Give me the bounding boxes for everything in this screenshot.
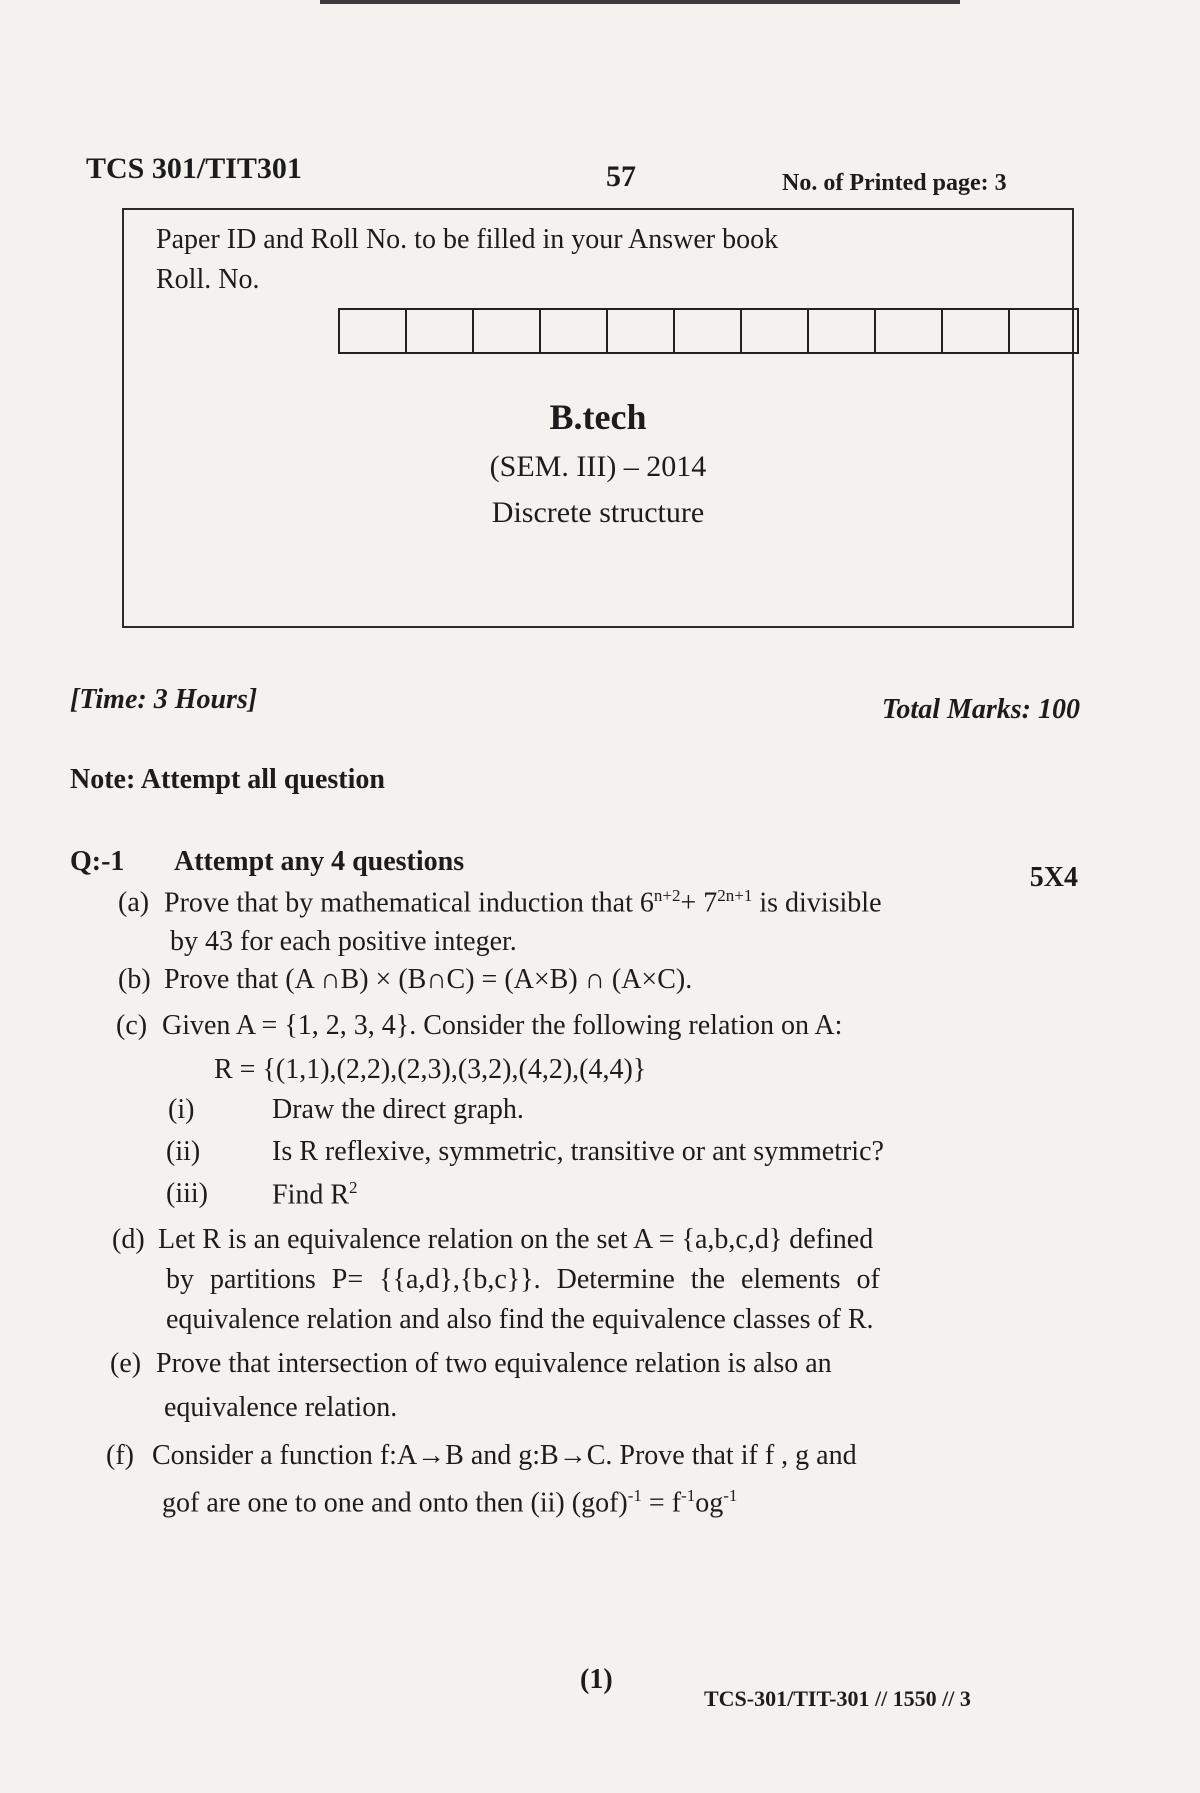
question-a-line2: by 43 for each positive integer.: [170, 926, 517, 957]
question-a: [118, 886, 882, 919]
item-label: (c): [116, 1010, 148, 1041]
exponent: n+2: [653, 886, 681, 905]
exponent: 2n+1: [717, 886, 753, 905]
question-b-text: Prove that (A ∩B) × (B∩C) = (A×B) ∩ (A×C).: [164, 964, 693, 995]
roll-number-cell[interactable]: [407, 310, 474, 352]
question-a-text: is divisible: [752, 887, 882, 919]
subject: Discrete structure: [491, 496, 705, 529]
roll-number-cell[interactable]: [943, 310, 1010, 352]
exponent: 2: [349, 1178, 358, 1197]
question-a-text: + 7: [680, 887, 718, 919]
sub-iii-label: (iii): [166, 1178, 208, 1209]
question-instruction: Attempt any 4 questions: [174, 846, 465, 877]
course-code: TCS 301/TIT301: [86, 152, 302, 185]
item-label: (f): [106, 1440, 134, 1471]
question-c: [116, 1010, 842, 1042]
roll-number-box: [122, 208, 1074, 628]
question-f-line2: [162, 1486, 737, 1519]
question-d: [112, 1224, 873, 1256]
roll-number-cell[interactable]: [876, 310, 943, 352]
footer-code: TCS-301/TIT-301 // 1550 // 3: [704, 1686, 971, 1711]
total-marks: Total Marks: 100: [881, 694, 1080, 725]
roll-number-cell[interactable]: [809, 310, 876, 352]
question-f-text: = f: [641, 1487, 682, 1519]
sub-ii-text: Is R reflexive, symmetric, transitive or ant symmetric?: [272, 1136, 884, 1167]
question-c-text: Given A = {1, 2, 3, 4}. Consider the following relation on A:: [162, 1010, 843, 1041]
top-edge-line: [320, 0, 960, 4]
sub-iii-body: Find R: [272, 1179, 350, 1211]
question-b: [118, 964, 692, 996]
question-f: [106, 1440, 857, 1472]
sub-iii-text: [272, 1178, 358, 1211]
question-f-text: gof are one to one and onto then (ii) (gof): [162, 1487, 628, 1519]
roll-number-cell[interactable]: [474, 310, 541, 352]
question-e: [110, 1348, 832, 1380]
question-f-text: og: [695, 1487, 724, 1519]
question-marks: 5X4: [1029, 862, 1078, 893]
question-d-line3: equivalence relation and also find the equivalence classes of R.: [166, 1304, 874, 1335]
question-d-line1: Let R is an equivalence relation on the set A = {a,b,c,d} defined: [158, 1224, 874, 1255]
page-number: (1): [580, 1664, 613, 1695]
roll-number-grid[interactable]: [338, 308, 1079, 354]
exam-time: [Time: 3 Hours]: [70, 684, 258, 715]
item-label: (d): [112, 1224, 145, 1255]
relation-R: R = {(1,1),(2,2),(2,3),(3,2),(4,2),(4,4)}: [214, 1054, 647, 1085]
note: Note: Attempt all question: [70, 764, 385, 795]
question-d-line2: by partitions P= {{a,d},{b,c}}. Determine the elements of: [166, 1264, 880, 1295]
exponent: -1: [627, 1486, 642, 1505]
degree-title: B.tech: [549, 397, 647, 437]
roll-label: Roll. No.: [156, 264, 260, 295]
item-label: (e): [110, 1348, 142, 1379]
printed-pages: No. of Printed page: 3: [782, 170, 1007, 196]
roll-number-cell[interactable]: [541, 310, 608, 352]
roll-number-cell[interactable]: [1010, 310, 1077, 352]
question-number: Q:-1: [70, 846, 125, 877]
roll-number-cell[interactable]: [608, 310, 675, 352]
item-label: (a): [118, 887, 150, 919]
sub-i-label: (i): [168, 1094, 195, 1125]
paper-number: 57: [606, 160, 636, 193]
sub-ii-label: (ii): [166, 1136, 201, 1167]
semester: (SEM. III) – 2014: [489, 450, 707, 483]
roll-number-cell[interactable]: [675, 310, 742, 352]
exponent: -1: [723, 1486, 738, 1505]
question-a-text: Prove that by mathematical induction that 6: [164, 887, 654, 919]
sub-i-text: Draw the direct graph.: [272, 1094, 524, 1125]
exponent: -1: [681, 1486, 696, 1505]
item-label: (b): [118, 964, 151, 995]
question-e-line2: equivalence relation.: [164, 1392, 398, 1423]
roll-number-cell[interactable]: [742, 310, 809, 352]
question-f-line1: Consider a function f:A→B and g:B→C. Prove that if f , g and: [152, 1440, 857, 1471]
question-e-line1: Prove that intersection of two equivalence relation is also an: [156, 1348, 832, 1379]
box-instruction: Paper ID and Roll No. to be filled in your Answer book: [156, 224, 779, 255]
roll-number-cell[interactable]: [340, 310, 407, 352]
